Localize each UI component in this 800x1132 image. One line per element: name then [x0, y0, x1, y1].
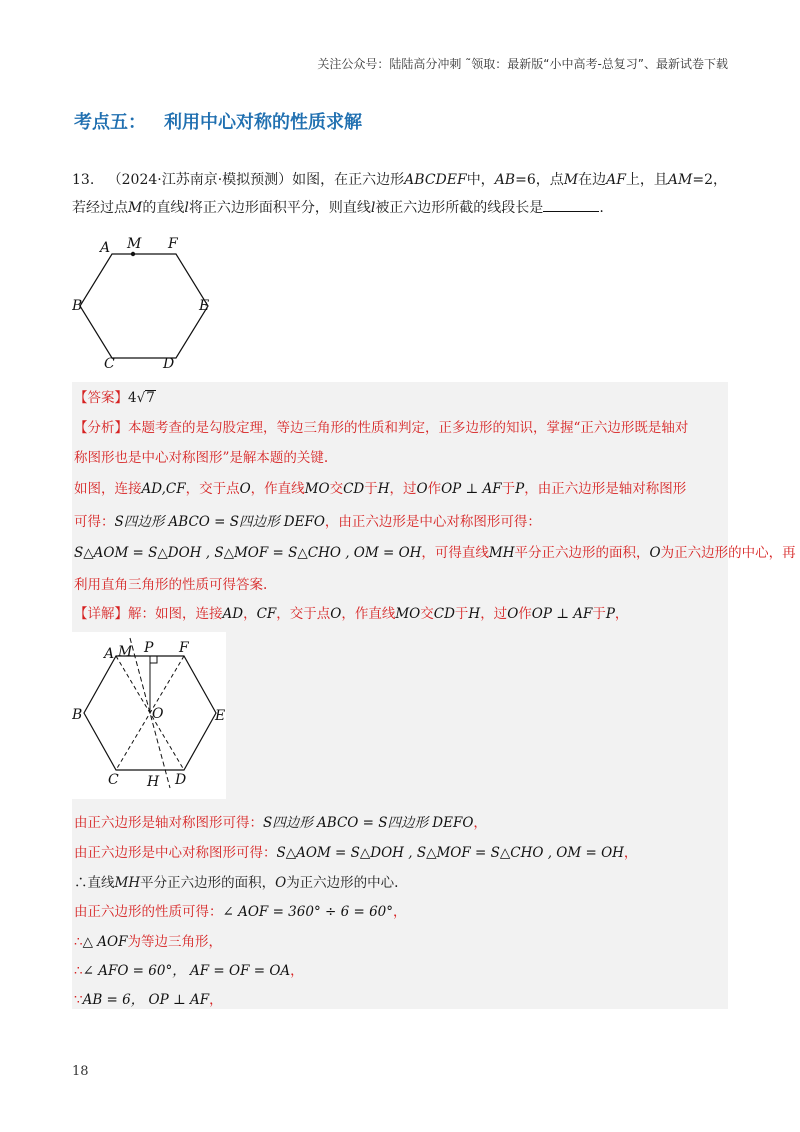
detail-text: 于 [592, 606, 606, 622]
analysis-text: 于 [501, 481, 516, 497]
answer-radicand: 7 [146, 390, 155, 406]
section-label: 考点五： [74, 112, 146, 133]
detail-text: ， [290, 963, 304, 979]
q-text: ，点 [535, 172, 564, 188]
detail-text: ， [623, 845, 638, 861]
math: AB = 6， OP ⊥ AF [82, 992, 210, 1008]
q-text: ， [713, 172, 727, 188]
label-m: M [127, 236, 142, 252]
math: AD [222, 606, 244, 622]
math: S四边形 ABCO = S四边形 DEFO [263, 815, 474, 831]
math: O [507, 606, 519, 622]
math: CD [433, 606, 455, 622]
math: OP ⊥ AF [441, 481, 502, 497]
analysis-line-3 [74, 479, 686, 499]
answer-line: 【答案】4√7 [74, 390, 155, 406]
detail-line-7 [74, 961, 304, 981]
q-text: 在边 [578, 172, 607, 188]
analysis-text: ，由正六边形是轴对称图形 [524, 481, 687, 497]
analysis-line-4 [74, 512, 541, 532]
label-d: D [163, 356, 175, 372]
detail-text: 于 [454, 606, 469, 622]
label-f: F [179, 640, 189, 656]
math: O [416, 481, 428, 497]
analysis-text: ，作直线 [250, 481, 305, 497]
math: O [275, 875, 287, 891]
detail-text: 为等边三角形， [127, 934, 222, 950]
analysis-text: 交 [329, 481, 344, 497]
q-text: 被正六边形所截的线段长是 [375, 200, 544, 216]
detail-tag: 【详解】 [74, 606, 128, 622]
math: △ AOF [82, 934, 128, 950]
detail-text: ∴直线 [74, 875, 115, 891]
detail-text: 由正六边形是轴对称图形可得： [74, 815, 263, 831]
q-math: l [184, 200, 189, 216]
question-line-1 [72, 166, 732, 194]
q-math: l [370, 200, 376, 216]
question-source: （2024·江苏南京·模拟预测） [107, 172, 293, 188]
detail-text: 交 [420, 606, 434, 622]
analysis-text: 为正六边形的中心，再 [660, 545, 796, 561]
detail-text: ，作直线 [341, 606, 396, 622]
detail-line-1 [74, 604, 628, 624]
math: CD [343, 481, 365, 497]
analysis-text: ，可得直线 [421, 545, 489, 561]
question-number: 13. [72, 172, 95, 188]
detail-line-8 [74, 990, 223, 1010]
detail-text: ， [473, 815, 487, 831]
math: S△AOM = S△DOH , S△MOF = S△CHO , OM = OH [276, 845, 624, 861]
hexagon-name: ABCDEF [404, 172, 467, 188]
analysis-text: 利用直角三角形的性质可得答案. [74, 577, 268, 593]
math: P [515, 481, 525, 497]
label-b: B [72, 298, 83, 314]
detail-line-6 [74, 932, 222, 952]
q-text: 如图，在正六边形 [292, 172, 405, 188]
right-angle-mark [150, 656, 157, 663]
detail-text: ， [393, 904, 407, 920]
analysis-line-5 [74, 543, 796, 563]
analysis-line-2 [74, 448, 328, 468]
math: OP ⊥ AF [531, 606, 593, 622]
label-o: O [152, 706, 164, 722]
q-text: 的直线 [142, 200, 185, 216]
section-heading: 利用中心对称的性质求解 [164, 112, 362, 133]
math: ∠ AOF = 360° ÷ 6 = 60° [222, 904, 394, 920]
math: AD [141, 481, 162, 497]
question-line-2 [72, 194, 732, 222]
analysis-text: ，由正六边形是中心对称图形可得： [324, 514, 541, 530]
label-e: E [199, 298, 210, 314]
label-c: C [104, 356, 115, 372]
detail-text: ∵ [74, 992, 83, 1008]
math: O [649, 545, 661, 561]
page-header: 关注公众号：陆陆高分冲刺 ˜领取：最新版“小中高考-总复习”、最新试卷下载 [317, 57, 728, 71]
detail-line-4 [74, 873, 398, 893]
analysis-tag: 【分析】 [74, 420, 128, 436]
answer-coef: 4 [128, 390, 137, 406]
detail-text: ， [614, 606, 629, 622]
label-e: E [215, 708, 226, 724]
math: MH [114, 875, 141, 891]
detail-text: ，交于点 [276, 606, 331, 622]
math: MO [395, 606, 421, 622]
math: H [377, 481, 390, 497]
analysis-line-6 [74, 575, 267, 595]
math: ∠ AFO = 60°， AF = OF = OA [82, 963, 291, 979]
detail-text: ，过 [480, 606, 508, 622]
analysis-text: ，过 [389, 481, 417, 497]
label-d: D [175, 772, 187, 788]
math: H [468, 606, 481, 622]
label-p: P [144, 640, 154, 656]
detail-line-3 [74, 843, 637, 863]
section-title [74, 108, 362, 134]
q-math: =6 [515, 172, 536, 188]
analysis-line-1 [74, 418, 688, 438]
q-math: M [563, 172, 579, 188]
detail-text: 由正六边形是中心对称图形可得： [74, 845, 277, 861]
detail-line-2 [74, 813, 487, 833]
analysis-text: 称图形也是中心对称图形”是解本题的关键. [74, 450, 329, 466]
detail-text: ∴ [74, 963, 83, 979]
q-text: . [599, 200, 604, 216]
detail-text: 为正六边形的中心. [286, 875, 399, 891]
math: O [330, 606, 342, 622]
hexagon-figure [72, 232, 222, 372]
page-number: 18 [72, 1064, 89, 1079]
label-h: H [147, 774, 160, 790]
detail-line-5 [74, 902, 407, 922]
math: ,CF [161, 481, 186, 497]
detail-text: ， [243, 606, 257, 622]
label-b: B [72, 707, 83, 723]
math: S△AOM = S△DOH , S△MOF = S△CHO , OM = OH [74, 545, 422, 561]
question-text [72, 166, 732, 222]
label-m: M [118, 644, 133, 660]
answer-tag: 【答案】 [74, 390, 128, 406]
detail-text: 作 [518, 606, 532, 622]
math: O [239, 481, 251, 497]
analysis-text: 如图，连接 [74, 481, 142, 497]
q-math: =2 [692, 172, 713, 188]
analysis-text: 于 [364, 481, 378, 497]
q-text: 上，且 [625, 172, 668, 188]
analysis-text: 可得： [74, 514, 115, 530]
math: P [605, 606, 615, 622]
solution-hexagon-figure [72, 636, 232, 796]
q-math: AF [606, 172, 626, 188]
label-a: A [104, 646, 115, 662]
math: MH [488, 545, 515, 561]
detail-text: ， [209, 992, 223, 1008]
q-text: 中， [466, 172, 495, 188]
hexagon-shape [80, 254, 208, 358]
analysis-text: 作 [427, 481, 442, 497]
math: S四边形 ABCO = S四边形 DEFO [114, 514, 325, 530]
q-math: AB [494, 172, 516, 188]
q-math: AM [667, 172, 693, 188]
math: MO [304, 481, 330, 497]
q-text: 若经过点 [72, 200, 128, 216]
analysis-text: ，交于点 [185, 481, 240, 497]
detail-text: ∴ [74, 934, 83, 950]
answer-blank [543, 197, 599, 212]
point-m [131, 252, 135, 256]
detail-text: 由正六边形的性质可得： [74, 904, 223, 920]
detail-text: 平分正六边形的面积， [140, 875, 276, 891]
math: CF [256, 606, 277, 622]
label-f: F [168, 236, 178, 252]
label-a: A [100, 240, 111, 256]
detail-text: 解：如图，连接 [128, 606, 223, 622]
q-text: 将正六边形面积平分，则直线 [188, 200, 371, 216]
analysis-text: 平分正六边形的面积， [514, 545, 650, 561]
label-c: C [108, 772, 119, 788]
q-math: M [128, 200, 143, 216]
analysis-text: 本题考查的是勾股定理，等边三角形的性质和判定，正多边形的知识，掌握“正六边形既是轴对 [128, 420, 689, 436]
